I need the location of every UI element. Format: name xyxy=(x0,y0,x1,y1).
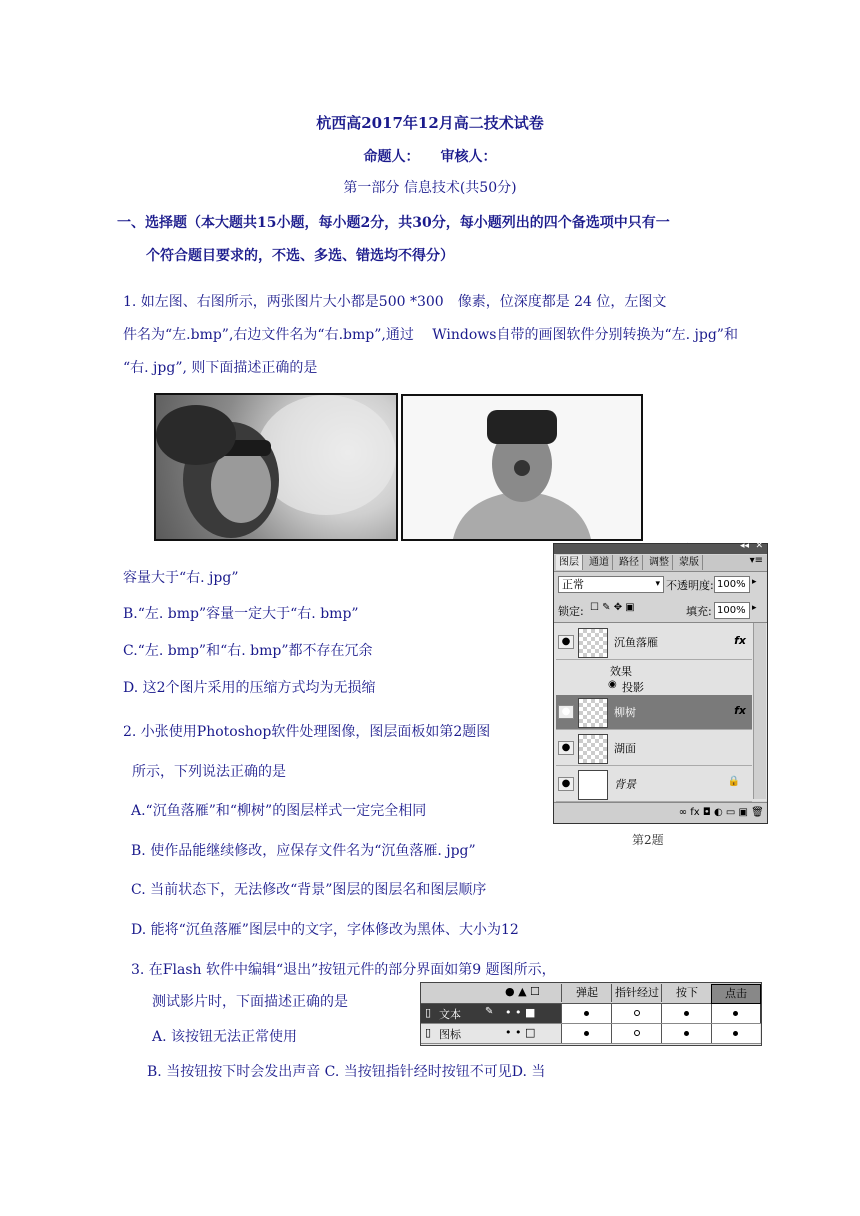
layer-name: 文本 xyxy=(439,1008,461,1021)
q1-line3: “右. jpg”, 则下面描述正确的是 xyxy=(123,360,318,376)
header-icons[interactable]: ● ▲ ☐ xyxy=(505,985,540,998)
opacity-input[interactable] xyxy=(714,576,750,593)
right-picture-art xyxy=(403,396,641,539)
layer-toggles[interactable]: • • ■ xyxy=(505,1006,536,1019)
lock-icons[interactable]: ☐ ✎ ✥ ▣ xyxy=(590,602,635,613)
flash-timeline xyxy=(420,982,762,1046)
panel-menu-icon[interactable]: ▾≡ xyxy=(749,555,763,566)
keyframe-cell[interactable] xyxy=(611,1024,662,1043)
layer-row-chenyu[interactable] xyxy=(556,625,752,660)
layer-name: 背景 xyxy=(614,778,636,791)
tab-layers[interactable]: 图层 xyxy=(556,555,583,570)
lock-label: 锁定: xyxy=(558,605,584,618)
q1-option-c: C.“左. bmp”和“右. bmp”都不存在冗余 xyxy=(123,643,373,659)
shadow-label: 投影 xyxy=(622,681,644,694)
figure-caption-q2: 第2题 xyxy=(632,833,664,847)
q1-option-a: 容量大于“右. jpg” xyxy=(123,570,239,586)
keyframe-cell[interactable] xyxy=(711,1024,760,1043)
layer-icon: ▯ xyxy=(425,1026,432,1039)
blend-mode-select[interactable] xyxy=(558,576,664,593)
opacity-value: 100% xyxy=(717,579,746,590)
timeline-header xyxy=(421,983,761,1004)
keyframe-cell[interactable] xyxy=(611,1004,662,1023)
exam-title: 杭西高2017年12月高二技术试卷 xyxy=(316,114,544,132)
q1-line2: 件名为“左.bmp”,右边文件名为“右.bmp”,通过 Windows自带的画图软件分别转换为“左. jpg”和 xyxy=(123,327,738,343)
eye-icon[interactable]: ● xyxy=(558,741,574,755)
keyframe-cell[interactable] xyxy=(711,1004,760,1023)
panel-action-icons[interactable]: ∞ fx ◘ ◐ ▭ ▣ 🗑 xyxy=(678,807,767,818)
keyframe-cell[interactable] xyxy=(661,1024,712,1043)
layer-thumbnail xyxy=(578,698,608,728)
fill-value: 100% xyxy=(717,605,746,616)
frame-up[interactable]: 弹起 xyxy=(561,984,612,1002)
q3-option-bc: B. 当按钮按下时会发出声音 C. 当按钮指针经时按钮不可见D. 当 xyxy=(147,1064,546,1080)
right-picture xyxy=(401,394,643,541)
panel-titlebar xyxy=(554,541,767,554)
tab-channels[interactable]: 通道 xyxy=(586,555,613,570)
close-icon[interactable]: ✕ xyxy=(755,541,763,551)
fill-label: 填充: xyxy=(686,605,712,618)
opacity-arrow-icon[interactable]: ▸ xyxy=(752,577,757,587)
layer-name: 沉鱼落雁 xyxy=(614,636,658,649)
q1-line1: 1. 如左图、右图所示，两张图片大小都是500 *300 像素，位深度都是 24 位，左图文 xyxy=(123,294,667,310)
effects-label: 效果 xyxy=(610,665,632,678)
q2-option-c: C. 当前状态下，无法修改“背景”图层的图层名和图层顺序 xyxy=(131,882,487,898)
left-picture xyxy=(154,393,398,541)
timeline-layer-icon[interactable] xyxy=(421,1024,761,1044)
keyframe-cell[interactable] xyxy=(561,1024,612,1043)
eye-icon[interactable]: ● xyxy=(558,635,574,649)
opacity-label: 不透明度: xyxy=(666,579,714,592)
layer-thumbnail xyxy=(578,628,608,658)
lock-icon: 🔒 xyxy=(727,776,740,787)
fill-input[interactable] xyxy=(714,602,750,619)
tab-paths[interactable]: 路径 xyxy=(616,555,643,570)
frame-over[interactable]: 指针经过 xyxy=(611,984,662,1002)
eye-icon[interactable]: ● xyxy=(558,777,574,791)
tab-masks[interactable]: 蒙版 xyxy=(676,555,703,570)
panel-bottom-toolbar xyxy=(554,802,767,823)
q2-option-a: A.“沉鱼落雁”和“柳树”的图层样式一定完全相同 xyxy=(131,803,427,819)
layer-row-humian[interactable] xyxy=(556,731,752,766)
section-heading-line2: 个符合题目要求的，不选、多选、错选均不得分） xyxy=(146,248,454,264)
frame-hit[interactable]: 点击 xyxy=(711,984,761,1004)
layer-thumbnail xyxy=(578,770,608,800)
exam-authors: 命题人： 审核人： xyxy=(363,149,497,165)
timeline-layer-text[interactable] xyxy=(421,1004,761,1024)
effect-eye-icon[interactable]: ◉ xyxy=(608,679,617,690)
q3-option-a: A. 该按钮无法正常使用 xyxy=(152,1029,298,1045)
pencil-icon: ✎ xyxy=(485,1006,494,1017)
eye-icon[interactable]: ● xyxy=(558,705,574,719)
q3-line2: 测试影片时，下面描述正确的是 xyxy=(152,994,348,1010)
left-picture-art xyxy=(156,395,396,539)
fx-icon: fx xyxy=(734,704,746,717)
layer-icon: ▯ xyxy=(425,1006,432,1019)
q3-line1: 3. 在Flash 软件中编辑“退出”按钮元件的部分界面如第9 题图所示， xyxy=(131,962,556,978)
q2-option-d: D. 能将“沉鱼落雁”图层中的文字，字体修改为黑体、大小为12 xyxy=(131,922,519,938)
fx-icon: fx xyxy=(734,634,746,647)
q2-option-b: B. 使作品能继续修改，应保存文件名为“沉鱼落雁. jpg” xyxy=(131,843,476,859)
layer-row-liushu[interactable] xyxy=(556,695,752,730)
q2-line1: 2. 小张使用Photoshop软件处理图像，图层面板如第2题图 xyxy=(123,724,491,740)
layer-name: 湖面 xyxy=(614,742,636,755)
collapse-icon[interactable]: ◂◂ xyxy=(739,541,749,551)
q1-option-d: D. 这2个图片采用的压缩方式均为无损缩 xyxy=(123,680,376,696)
q2-line2: 所示，下列说法正确的是 xyxy=(132,764,286,780)
section-heading-line1: 一、选择题（本大题共15小题，每小题2分，共30分，每小题列出的四个备选项中只有一 xyxy=(117,215,670,231)
layer-thumbnail xyxy=(578,734,608,764)
layer-row-background[interactable] xyxy=(556,767,752,802)
keyframe-cell[interactable] xyxy=(561,1004,612,1023)
keyframe-cell[interactable] xyxy=(661,1004,712,1023)
photoshop-layers-panel xyxy=(553,543,768,824)
q1-option-b: B.“左. bmp”容量一定大于“右. bmp” xyxy=(123,606,359,622)
layers-scrollbar[interactable] xyxy=(753,623,766,799)
chevron-down-icon: ▾ xyxy=(655,579,660,589)
tab-adjust[interactable]: 调整 xyxy=(646,555,673,570)
layers-list xyxy=(554,622,767,801)
layer-toggles[interactable]: • • □ xyxy=(505,1026,536,1039)
layer-name: 柳树 xyxy=(614,706,636,719)
layer-name: 图标 xyxy=(439,1028,461,1041)
fill-arrow-icon[interactable]: ▸ xyxy=(752,603,757,613)
frame-down[interactable]: 按下 xyxy=(661,984,712,1002)
panel-tabs xyxy=(554,555,767,572)
blend-mode-value: 正常 xyxy=(562,578,584,591)
part-title: 第一部分 信息技术(共50分) xyxy=(343,180,517,196)
